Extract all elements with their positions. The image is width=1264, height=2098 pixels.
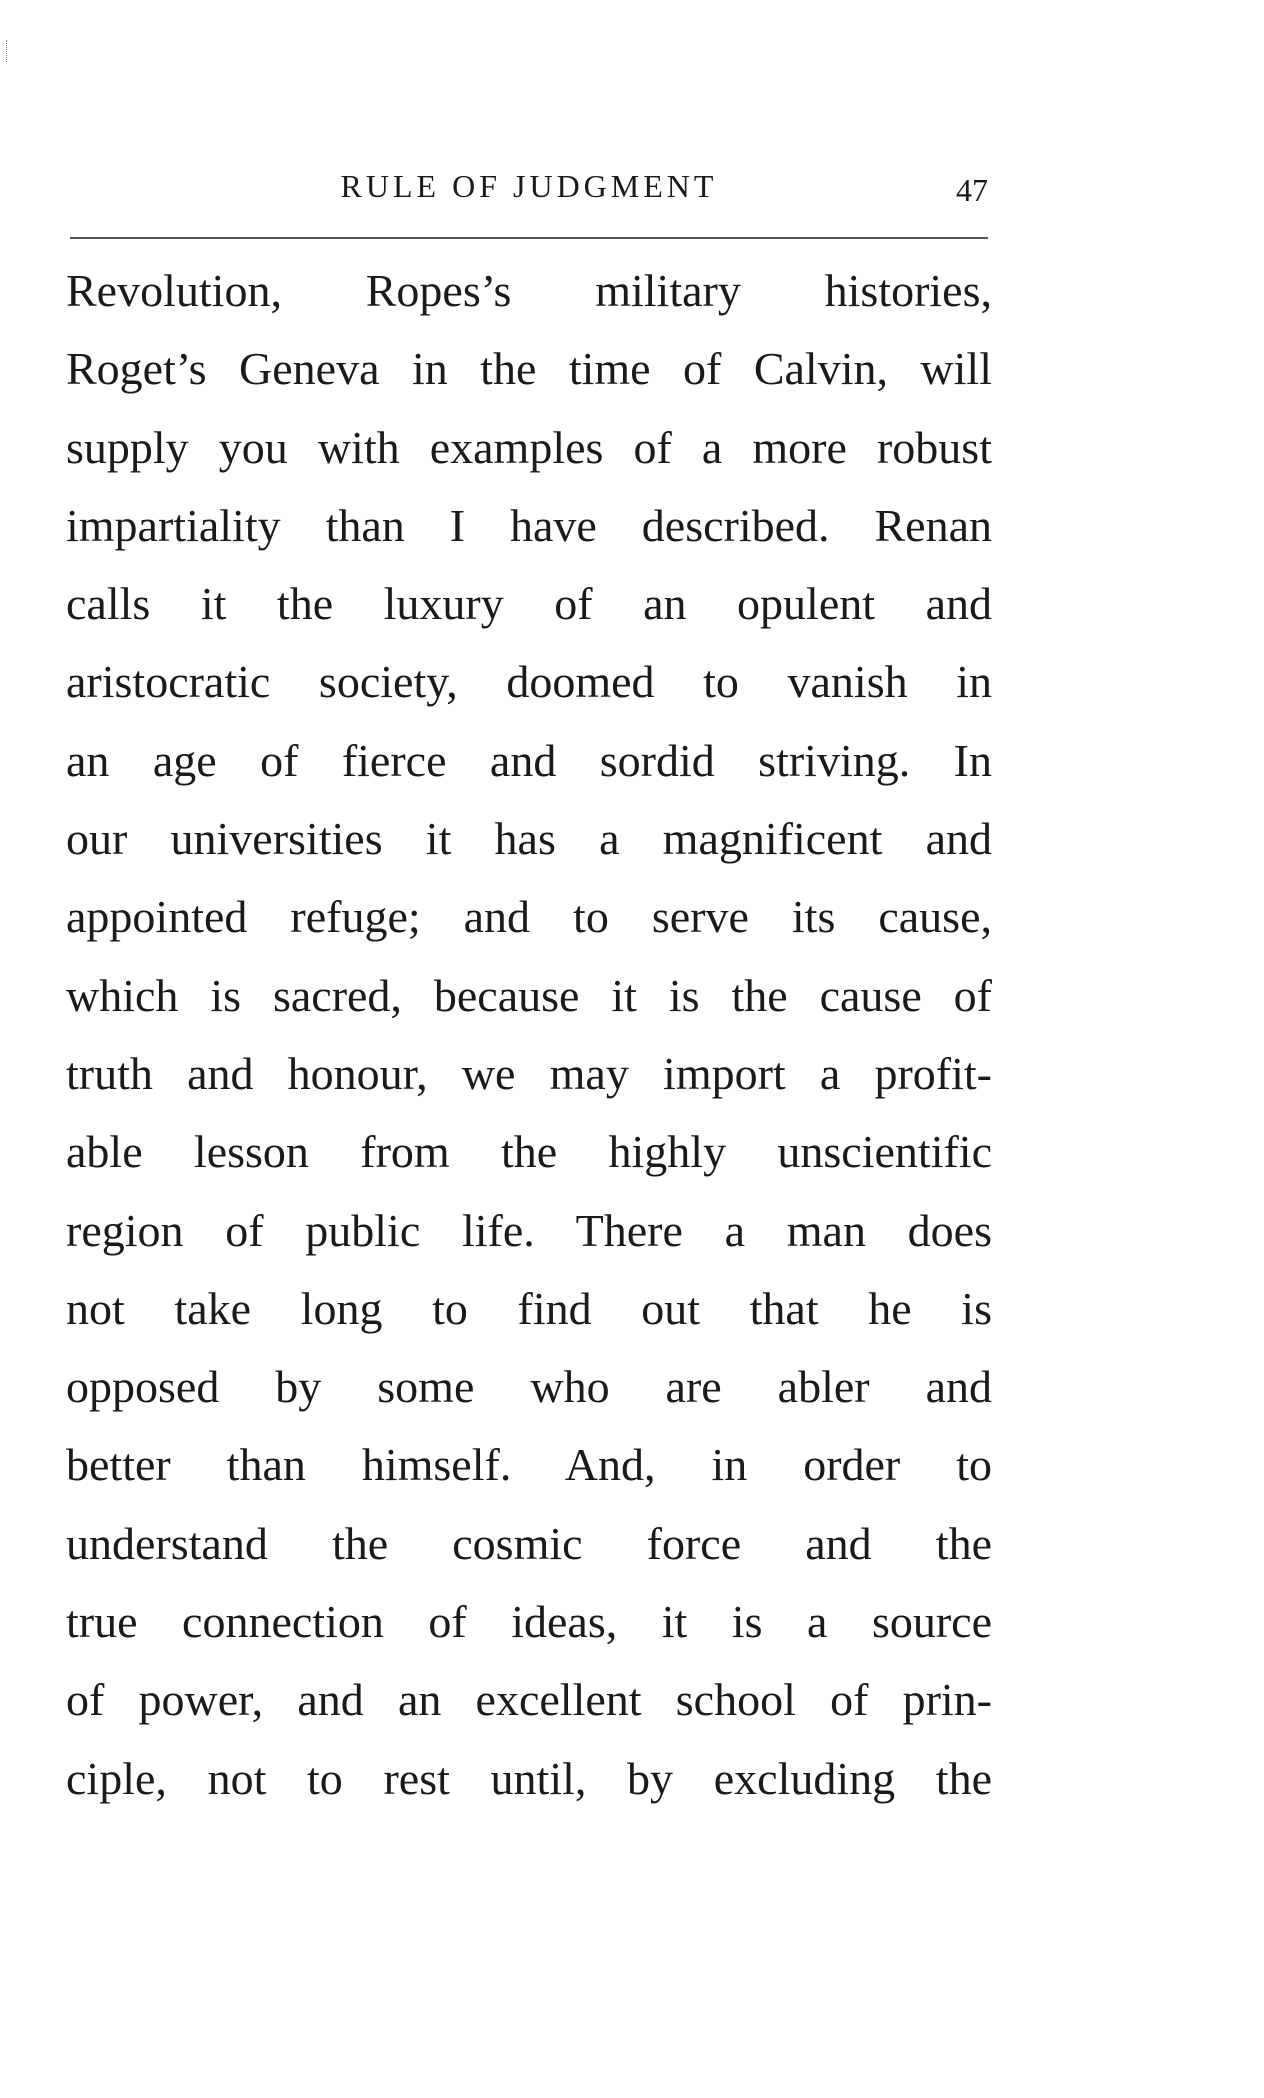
text-line: aristocratic society, doomed to vanish in [66, 656, 992, 708]
text-line: impartiality than I have described. Renan [66, 499, 992, 551]
text-line: appointed refuge; and to serve its cause, [66, 891, 992, 943]
text-line: understand the cosmic force and the [66, 1517, 992, 1569]
text-line: calls it the luxury of an opulent and [66, 578, 992, 630]
text-line: truth and honour, we may import a profit- [66, 1047, 992, 1099]
body-text [66, 252, 992, 1818]
running-head [70, 166, 988, 226]
text-line: ciple, not to rest until, by excluding the [66, 1752, 992, 1804]
text-line: supply you with examples of a more robust [66, 421, 992, 473]
text-line: able lesson from the highly unscientific [66, 1126, 992, 1178]
text-line: Roget’s Geneva in the time of Calvin, will [66, 343, 992, 395]
text-line: Revolution, Ropes’s military histories, [66, 265, 992, 316]
text-line: opposed by some who are abler and [66, 1361, 992, 1413]
text-line: of power, and an excellent school of prin- [66, 1674, 992, 1726]
text-line: our universities it has a magnificent and [66, 813, 992, 865]
page-number: 47 [956, 172, 988, 208]
text-line: not take long to find out that he is [66, 1282, 992, 1334]
text-line: better than himself. And, in order to [66, 1439, 992, 1491]
margin-mark [6, 40, 9, 62]
text-line: which is sacred, because it is the cause of [66, 969, 992, 1021]
text-line: region of public life. There a man does [66, 1204, 992, 1256]
text-line: true connection of ideas, it is a source [66, 1596, 992, 1648]
header-rule [70, 237, 988, 239]
text-line: an age of fierce and sordid striving. In [66, 734, 992, 786]
running-title: RULE OF JUDGMENT [340, 168, 718, 204]
